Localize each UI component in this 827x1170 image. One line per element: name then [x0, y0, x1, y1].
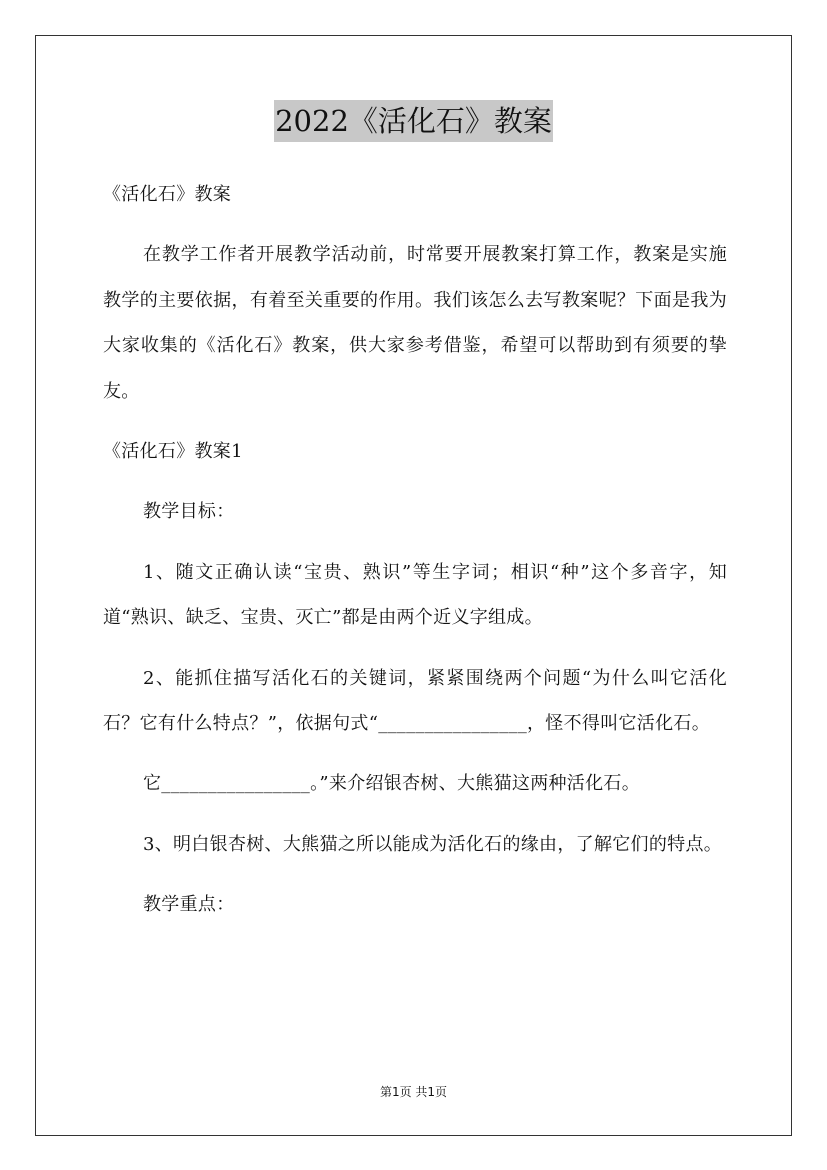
lesson-heading: 《活化石》教案1: [103, 441, 243, 463]
document-title-wrapper: [0, 100, 827, 142]
objective-item-1: 1、随文正确认读“宝贵、熟识”等生字词；相识“种”这个多音字，知道“熟识、缺乏、宝贵、灭亡”都是由两个近义字组成。: [103, 561, 727, 629]
page-footer: [0, 1082, 827, 1102]
objective-item-3: 3、明白银杏树、大熊猫之所以能成为活化石的缘由，了解它们的特点。: [143, 833, 723, 855]
document-body: [103, 172, 727, 928]
page-number: 第1页 共1页: [379, 1085, 448, 1099]
objective-item-2-continued: 它________________。”来介绍银杏树、大熊猫这两种活化石。: [143, 773, 640, 795]
objectives-heading: 教学目标：: [143, 501, 235, 523]
intro-paragraph: 在教学工作者开展教学活动前，时常要开展教案打算工作，教案是实施教学的主要依据，有着至关重要的作用。我们该怎么去写教案呢？下面是我为大家收集的《活化石》教案，供大家参考借鉴，希望可以帮助到有须要的挚友。: [103, 244, 727, 402]
section-heading: 《活化石》教案: [103, 184, 232, 205]
document-title: 2022《活化石》教案: [274, 100, 553, 142]
key-points-heading: 教学重点：: [143, 894, 235, 916]
objective-item-2: 2、能抓住描写活化石的关键词，紧紧围绕两个问题“为什么叫它活化石？它有什么特点？”，依据句式“________________，怪不得叫它活化石。: [103, 667, 727, 735]
